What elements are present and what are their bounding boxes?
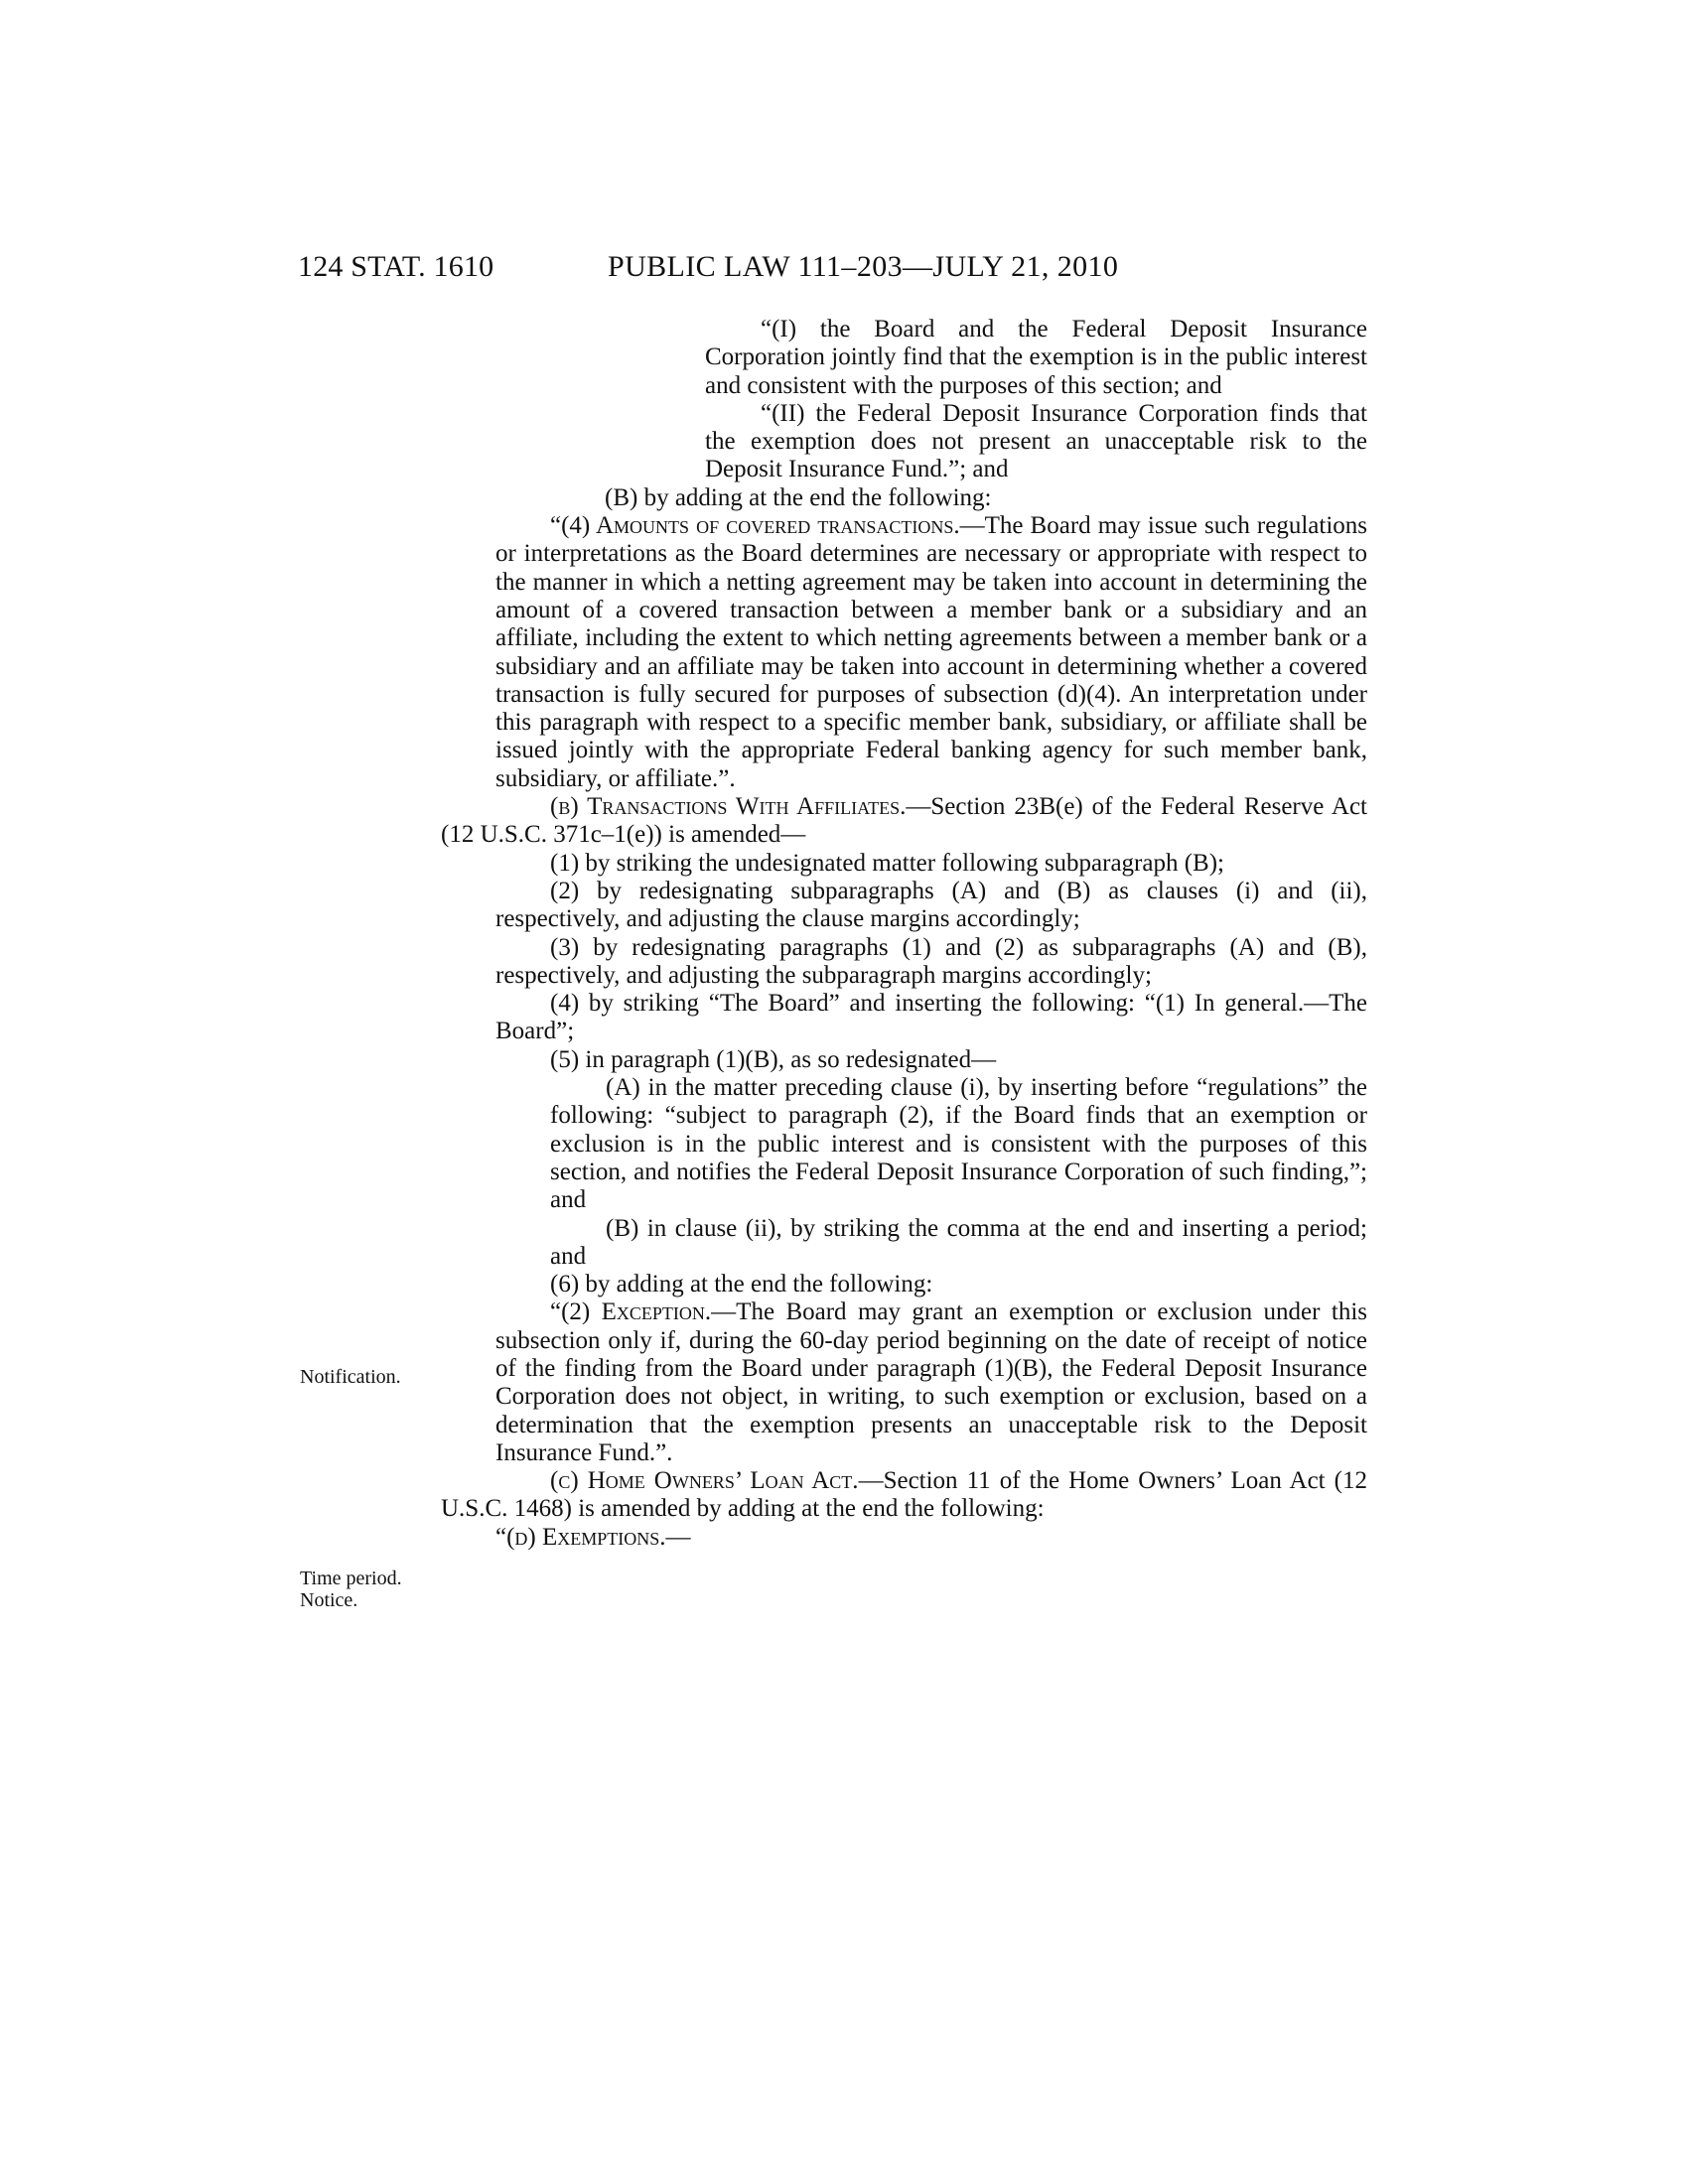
- subsection-d-text: —: [665, 1523, 691, 1551]
- amendment-item-5A: (A) in the matter preceding clause (i), by inserting before “regulations” the following: “subject to paragraph (2), if the Board finds that an exemption or exclusion is in the public interest and is consistent with the purposes of this section, and notifies the Federal Deposit Insurance Corporation of such finding,”; and: [550, 1074, 1367, 1214]
- margin-note-time-period: Time period.: [300, 1568, 402, 1589]
- inserted-paragraph-2: [495, 1298, 1367, 1467]
- subsection-c-heading: (c) Home Owners’ Loan Act.: [550, 1467, 859, 1495]
- subsection-b-text: —Section 23B(e) of the Federal Reserve Act (12 U.S.C. 371c–1(e)) is amended—: [441, 793, 1368, 849]
- paragraph-2-heading: “(2) Exception.: [550, 1298, 712, 1326]
- amendment-item-1: (1) by striking the undesignated matter following subparagraph (B);: [550, 849, 1225, 877]
- inserted-subsection-d: [495, 1524, 1367, 1552]
- subclause-I: “(I) the Board and the Federal Deposit Insurance Corporation jointly find that the exemption is in the public interest and consistent with the purposes of this section; and: [705, 316, 1367, 399]
- amendment-item-B: (B) by adding at the end the following:: [605, 483, 992, 511]
- statute-body: [441, 316, 1368, 1552]
- subsection-c: [441, 1467, 1367, 1524]
- amendment-item-5: (5) in paragraph (1)(B), as so redesignated—: [550, 1045, 997, 1073]
- subsection-d-heading: “(d) Exemptions.: [495, 1523, 666, 1551]
- subsection-b-heading: (b) Transactions With Affiliates.: [550, 793, 907, 821]
- subsection-c-text: —Section 11 of the Home Owners’ Loan Act (12 U.S.C. 1468) is amended by adding at the end the following:: [441, 1467, 1367, 1523]
- amendment-item-4: (4) by striking “The Board” and inserting the following: “(1) In general.—The Board”;: [495, 990, 1367, 1045]
- paragraph-4-text: —The Board may issue such regulations or interpretations as the Board determines are necessary or appropriate with respect to the manner in which a netting agreement may be taken into account in determining the amount of a covered transaction between a member bank or a subsidiary and an affiliate, including the extent to which netting agreements between a member bank or a subsidiary and an affiliate may be taken into account in determining whether a covered transaction is fully secured for purposes of subsection (d)(4). An interpretation under this paragraph with respect to a specific member bank, subsidiary, or affiliate shall be issued jointly with the appropriate Federal banking agency for such member bank, subsidiary, or affiliate.”.: [495, 512, 1367, 792]
- subclause-II: “(II) the Federal Deposit Insurance Corporation finds that the exemption does not present an unacceptable risk to the Deposit Insurance Fund.”; and: [705, 399, 1367, 483]
- amendment-item-2: (2) by redesignating subparagraphs (A) and (B) as clauses (i) and (ii), respectively, and adjusting the clause margins accordingly;: [495, 877, 1367, 933]
- amendment-item-6: (6) by adding at the end the following:: [550, 1271, 933, 1298]
- margin-note-notice: Notice.: [300, 1589, 358, 1611]
- inserted-paragraph-4: [495, 512, 1367, 793]
- paragraph-4-heading: “(4) Amounts of covered transactions.: [550, 512, 960, 540]
- margin-note-notification: Notification.: [300, 1366, 401, 1388]
- page-reference: 124 STAT. 1610: [298, 250, 494, 283]
- paragraph-2-text: —The Board may grant an exemption or exclusion under this subsection only if, during the 60-day period beginning on the date of receipt of notice of the finding from the Board under paragraph (1)(B), the Federal Deposit Insurance Corporation does not object, in writing, to such exemption or exclusion, based on a determination that the exemption presents an unacceptable risk to the Deposit Insurance Fund.”.: [495, 1298, 1367, 1466]
- running-head-title: PUBLIC LAW 111–203—JULY 21, 2010: [608, 250, 1119, 283]
- subsection-b: [441, 793, 1367, 850]
- amendment-item-5B: (B) in clause (ii), by striking the comma at the end and inserting a period; and: [550, 1214, 1367, 1270]
- amendment-item-3: (3) by redesignating paragraphs (1) and (2) as subparagraphs (A) and (B), respectively, and adjusting the subparagraph margins accordingly;: [495, 933, 1367, 989]
